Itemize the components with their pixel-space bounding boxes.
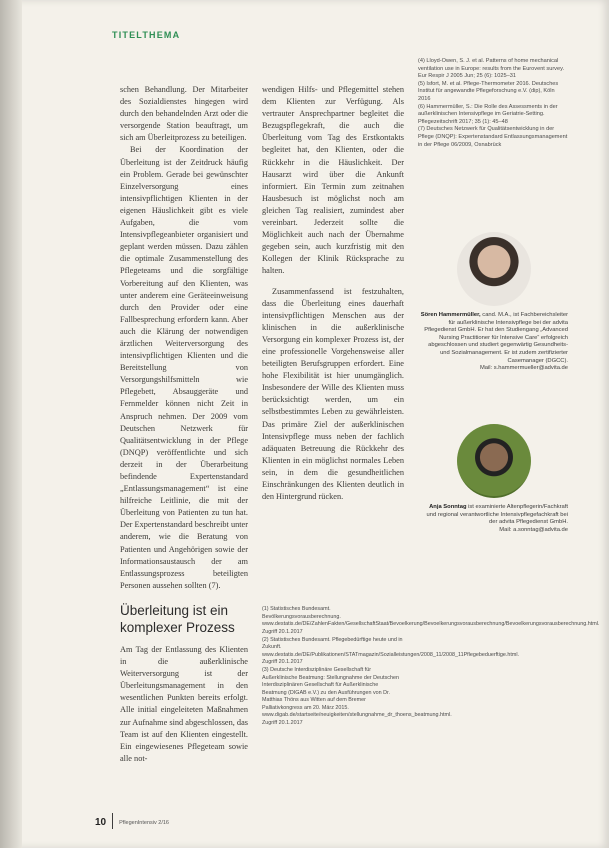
- binding-gutter: [0, 0, 22, 848]
- author-bio-text: ist examinierte Altenpflegerin/Fachkraft und regional verantwortliche Intensivpflegefachkraft bei der advita Pflegedienst GmbH.: [426, 504, 568, 526]
- footer-divider: [112, 813, 113, 829]
- paragraph: schen Behandlung. Der Mitarbeiter des Sozialdienstes hingegen wird durch den behandelnden Arzt oder die versorgende Station beauftragt, um sich am Überleitprozess zu beteiligen.: [120, 85, 248, 143]
- paragraph: wendigen Hilfs- und Pflegemittel stehen dem Klienten zur Verfügung. Als vertrauter Ansprechpartner begleitet die Bezugspflegekraft, die auch die Überleitung vom Tag des Erstkontakts begleitet hat, den Klienten, oder die Rückkehr in die Häuslichkeit. Der Hausarzt wird über die Ankunft informiert. Ein Termin zum zeitnahen Hausbesuch ist möglichst noch am gleichen Tag realisiert, zumindest aber vereinbart. Jederzeit sollte die Möglichkeit auch nach der Übernahme gegeben sein, auch kurzfristig mit den Kollegen der Klinik Rücksprache zu halten.: [262, 85, 404, 276]
- paragraph: Zusammenfassend ist festzuhalten, dass die Überleitung eines dauerhaft intensivpflichtigen Menschen aus der klinischen in die außerklinische Versorgung ein komplexer Prozess ist, der eine professionelle Vorgehensweise aller beteiligten Berufsgruppen erfordert. Eine hohe Flexibilität ist hier unumgänglich. Insbesondere der Wille des Klienten muss berücksichtigt werden, um ein selbstbestimmtes Leben zu gewährleisten. Das primäre Ziel der außerklinischen Intensivpflege muss neben der fachlich adäquaten Betreuung die Rückkehr des Klienten in ein möglichst normales Leben sein, in dem die gesundheitlichen Einschränkungen des Klienten deutlich in den Hintergrund rücken.: [262, 286, 404, 502]
- publication-name: PflegenIntensiv 2/16: [119, 820, 169, 826]
- paragraph: Bei der Koordination der Überleitung ist der Zeitdruck häufig ein Problem. Gerade bei gewünschter Einzelversorgung eines intensivpflichtigen Klienten in der eigenen Häuslichkeit gibt es viele Aufgaben, die vom Intensivpflegeanbieter organisiert und geplant werden müssen. Dazu zählen die optimale Zusammenstellung des Pflegeteams und die sorgfältige Vorbereitung auf den Klienten, was unter anderem eine Geräteeinweisung durch den Provider oder eine Fallbesprechung erfordern kann. Aber auch die Klärung der notwendigen ärztlichen Weiterversorgung des intensivpflichtigen Klienten und die Bereitstellung von Versorgungshilfsmitteln wie Pflegebett, Absauggeräte und Fernmelder können nicht Zeit in Anspruch nehmen. Der 2009 vom Deutschen Netzwerk für Qualitätsentwicklung in der Pflege (DNQP) veröffentlichte und sich derzeit in der Überarbeitung befindende Expertenstandard „Entlassungsmanagement“ ist eine hilfreiche Leitlinie, die mit der Überleitung von Patienten zu tun hat. Der Expertenstandard beschreibt unter anderem, wie die Beratung von Patienten und Angehörigen sowie der Informationsaustausch der am Entlassungsprozess beteiligten Personen aussehen sollten (7).: [120, 145, 248, 590]
- page-footer: [95, 813, 169, 829]
- text-column-1: [120, 84, 248, 765]
- reference-list: [262, 606, 600, 728]
- section-rubric: TITELTHEMA: [112, 30, 181, 40]
- reference-item: (3) Deutsche Interdisziplinäre Gesellschaft für Außerklinische Beatmung: Stellungnahme der Deutschen Interdisziplinären Gesellschaft für Außerklinische Beatmung (DIGAB e.V.) zu den Ausführungen von Dr. Matthias Thöns aus Witten auf dem Bremer Palliativkongress am 20. März 2015. www.digab.de/startseite/neuigkeiten/stellungnahme_dr_thoens_beatmung.html. Zugriff 20.1.2017: [262, 667, 452, 726]
- reference-list-continued: [418, 58, 568, 149]
- author-bio: [418, 504, 568, 534]
- author-name: Sören Hammermüller,: [420, 312, 481, 318]
- author-photo: [457, 424, 531, 498]
- reference-block: (4) Lloyd-Owen, S. J. et al. Patterns of home mechanical ventilation use in Europe: results from the Eurovent survey. Eur Respir J 2005 Jun; 25 (6): 1025–31 (5) Isfort, M. et al. Pflege-Thermometer 2016. Deutsches Institut für angewandte Pflegeforschung e.V. (dip), Köln 2016 (6) Hammermüller, S.: Die Rolle des Assessments in der außerklinischen Intensivpflege im Geriatrie-Setting. Pflegezeitschrift 2017; 35 (1): 45–48 (7) Deutsches Netzwerk für Qualitätsentwicklung in der Pflege (DNQP): Expertenstandard Entlassungsmanagement in der Pflege 06/2009, Osnabrück: [418, 58, 568, 148]
- author-mail: Mail: a.sonntag@advita.de: [499, 526, 568, 533]
- text-column-2: [262, 84, 404, 503]
- page-number: 10: [95, 817, 107, 828]
- author-mail: Mail: s.hammermueller@advita.de: [479, 365, 568, 372]
- author-photo: [457, 232, 531, 306]
- author-name: Anja Sonntag: [429, 504, 467, 510]
- reference-item: (1) Statistisches Bundesamt. Bevölkerungsvorausberechnung. www.destatis.de/DE/ZahlenFakten/GesellschaftStaat/Bevoelkerung/Bevoelkerungsvorausberechnung/Bevoelkerungsvorausberechnung.html. Zugriff 20.1.2017: [262, 606, 600, 635]
- author-bio-text: cand. M.A., ist Fachbereichsleiter für außerklinische Intensivpflege bei der advita Pflegedienst GmbH. Er hat den Studiengang „Advanced Nursing Practitioner für Intensive Care“ erfolgreich abgeschlossen und studiert gegenwärtig Gesundheits- und Sozialmanagement. Er ist zudem zertifizierter Casemanager (DGCC).: [424, 312, 568, 364]
- subheading: Überleitung ist ein komplexer Prozess: [120, 602, 235, 635]
- author-bio: [418, 312, 568, 373]
- paragraph: Am Tag der Entlassung des Klienten in die außerklinische Weiterversorgung ist der Überleitungsmanagement in den wesentlichen Punkten bereits erfolgt. Alle initial eingeleiteten Maßnahmen zur Aufnahme sind abgeschlossen, das Team ist auf den Klienten eingestellt. Ein eingewiesenes Pflegeteam sowie alle not-: [120, 644, 248, 763]
- reference-item: (2) Statistisches Bundesamt. Pflegebedürftige heute und in Zukunft. www.destatis.de/DE/Publikationen/STATmagazin/Sozialleistungen/2008_11/2008_11Pflegebeduerftige.html. Zugriff 20.1.2017: [262, 636, 520, 665]
